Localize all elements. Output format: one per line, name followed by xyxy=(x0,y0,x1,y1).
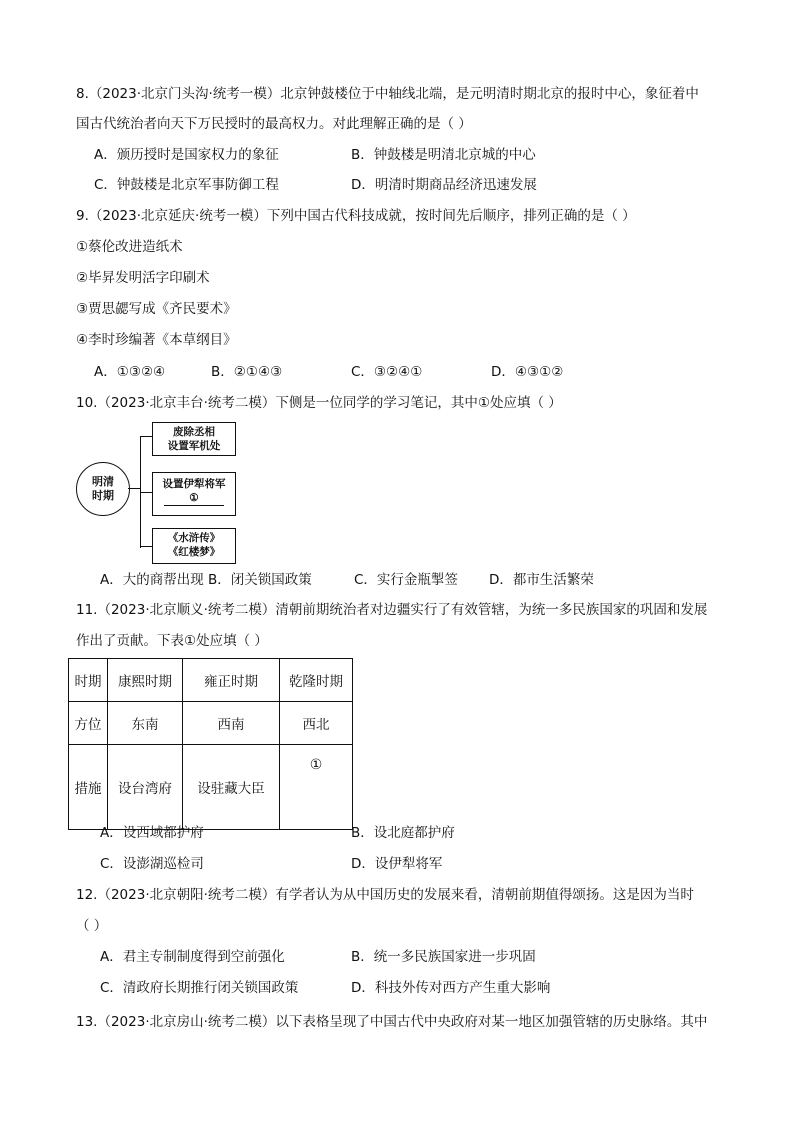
connector-line xyxy=(140,436,152,437)
q9-option-a[interactable]: A．①③②④ xyxy=(94,364,166,380)
q11-option-a[interactable]: A．设西域都护府 xyxy=(100,825,204,841)
period-circle xyxy=(76,462,130,516)
table-row xyxy=(69,702,353,745)
note-box-culture xyxy=(152,528,236,564)
note-text: 《红楼梦》 xyxy=(167,546,221,558)
q9-option-c[interactable]: C．③②④① xyxy=(351,364,423,380)
q13-stem-line1: 13.（2023·北京房山·统考二模）以下表格呈现了中国古代中央政府对某一地区加强管辖的历史脉络。其中 xyxy=(76,1014,708,1030)
table-cell: 西南 xyxy=(183,702,280,745)
table-cell: 西北 xyxy=(280,702,353,745)
q8-option-b[interactable]: B．钟鼓楼是明清北京城的中心 xyxy=(351,147,536,163)
table-cell: 时期 xyxy=(69,659,108,702)
table-cell: 康熙时期 xyxy=(108,659,183,702)
q9-item-1: ①蔡伦改进造纸术 xyxy=(76,239,183,255)
q8-stem-line2: 国古代统治者向天下万民授时的最高权力。对此理解正确的是（ ） xyxy=(76,116,472,132)
table-cell: 方位 xyxy=(69,702,108,745)
q9-item-3: ③贾思勰写成《齐民要术》 xyxy=(76,301,237,317)
q8-stem-line1: 8.（2023·北京门头沟·统考一模）北京钟鼓楼位于中轴线北端，是元明清时期北京的报时中心，象征着中 xyxy=(76,86,699,102)
q8-option-d[interactable]: D．明清时期商品经济迅速发展 xyxy=(351,177,537,193)
q12-option-c[interactable]: C．清政府长期推行闭关锁国政策 xyxy=(100,980,299,996)
note-box-border xyxy=(152,472,236,516)
table-cell: 设驻藏大臣 xyxy=(183,745,280,830)
q10-option-c[interactable]: C．实行金瓶掣签 xyxy=(354,572,458,588)
q10-stem: 10.（2023·北京丰台·统考二模）下侧是一位同学的学习笔记，其中①处应填（ ） xyxy=(76,395,562,411)
circle-text-1: 明清 xyxy=(92,475,114,488)
table-cell: 措施 xyxy=(69,745,108,830)
study-notes-diagram xyxy=(74,422,244,564)
q10-option-ab[interactable]: A．大的商帮出现 B．闭关锁国政策 xyxy=(100,572,312,588)
circle-text-2: 时期 xyxy=(92,489,114,502)
table-cell: 东南 xyxy=(108,702,183,745)
table-row xyxy=(69,745,353,830)
q9-item-2: ②毕昇发明活字印刷术 xyxy=(76,270,210,286)
q12-option-d[interactable]: D．科技外传对西方产生重大影响 xyxy=(351,980,551,996)
q9-option-d[interactable]: D．④③①② xyxy=(491,364,564,380)
q10-option-d[interactable]: D．都市生活繁荣 xyxy=(489,572,594,588)
blank-1: ① xyxy=(164,491,224,506)
q11-option-c[interactable]: C．设澎湖巡检司 xyxy=(100,856,204,872)
q12-stem-line2: （ ） xyxy=(76,918,108,934)
q12-option-a[interactable]: A．君主专制制度得到空前强化 xyxy=(100,949,285,965)
note-text: 设置伊犁将军 xyxy=(162,478,226,490)
connector-line xyxy=(128,488,140,489)
table-row xyxy=(69,659,353,702)
q11-stem-line1: 11.（2023·北京顺义·统考二模）清朝前期统治者对边疆实行了有效管辖，为统一多民族国家的巩固和发展 xyxy=(76,602,708,618)
q9-stem: 9.（2023·北京延庆·统考一模）下列中国古代科技成就，按时间先后顺序，排列正确的是（ ） xyxy=(76,208,636,224)
table-cell: 设台湾府 xyxy=(108,745,183,830)
connector-line xyxy=(140,546,152,547)
q12-option-b[interactable]: B．统一多民族国家进一步巩固 xyxy=(351,949,536,965)
q8-option-a[interactable]: A．颁历授时是国家权力的象征 xyxy=(94,147,279,163)
note-text: 设置军机处 xyxy=(167,440,221,452)
q9-item-4: ④李时珍编著《本草纲目》 xyxy=(76,332,237,348)
frontier-table xyxy=(68,658,353,830)
connector-line xyxy=(140,492,152,493)
table-cell-blank: ① xyxy=(280,745,353,830)
note-text: 《水浒传》 xyxy=(167,532,221,544)
note-box-politics xyxy=(152,422,236,456)
table-cell: 雍正时期 xyxy=(183,659,280,702)
q11-option-b[interactable]: B．设北庭都护府 xyxy=(351,825,455,841)
q11-option-d[interactable]: D．设伊犁将军 xyxy=(351,856,443,872)
q12-stem-line1: 12.（2023·北京朝阳·统考二模）有学者认为从中国历史的发展来看，清朝前期值得颂扬。这是因为当时 xyxy=(76,887,694,903)
q8-option-c[interactable]: C．钟鼓楼是北京军事防御工程 xyxy=(94,177,279,193)
table-cell: 乾隆时期 xyxy=(280,659,353,702)
note-text: 废除丞相 xyxy=(173,426,215,438)
q11-stem-line2: 作出了贡献。下表①处应填（ ） xyxy=(76,633,268,649)
q9-option-b[interactable]: B．②①④③ xyxy=(211,364,283,380)
